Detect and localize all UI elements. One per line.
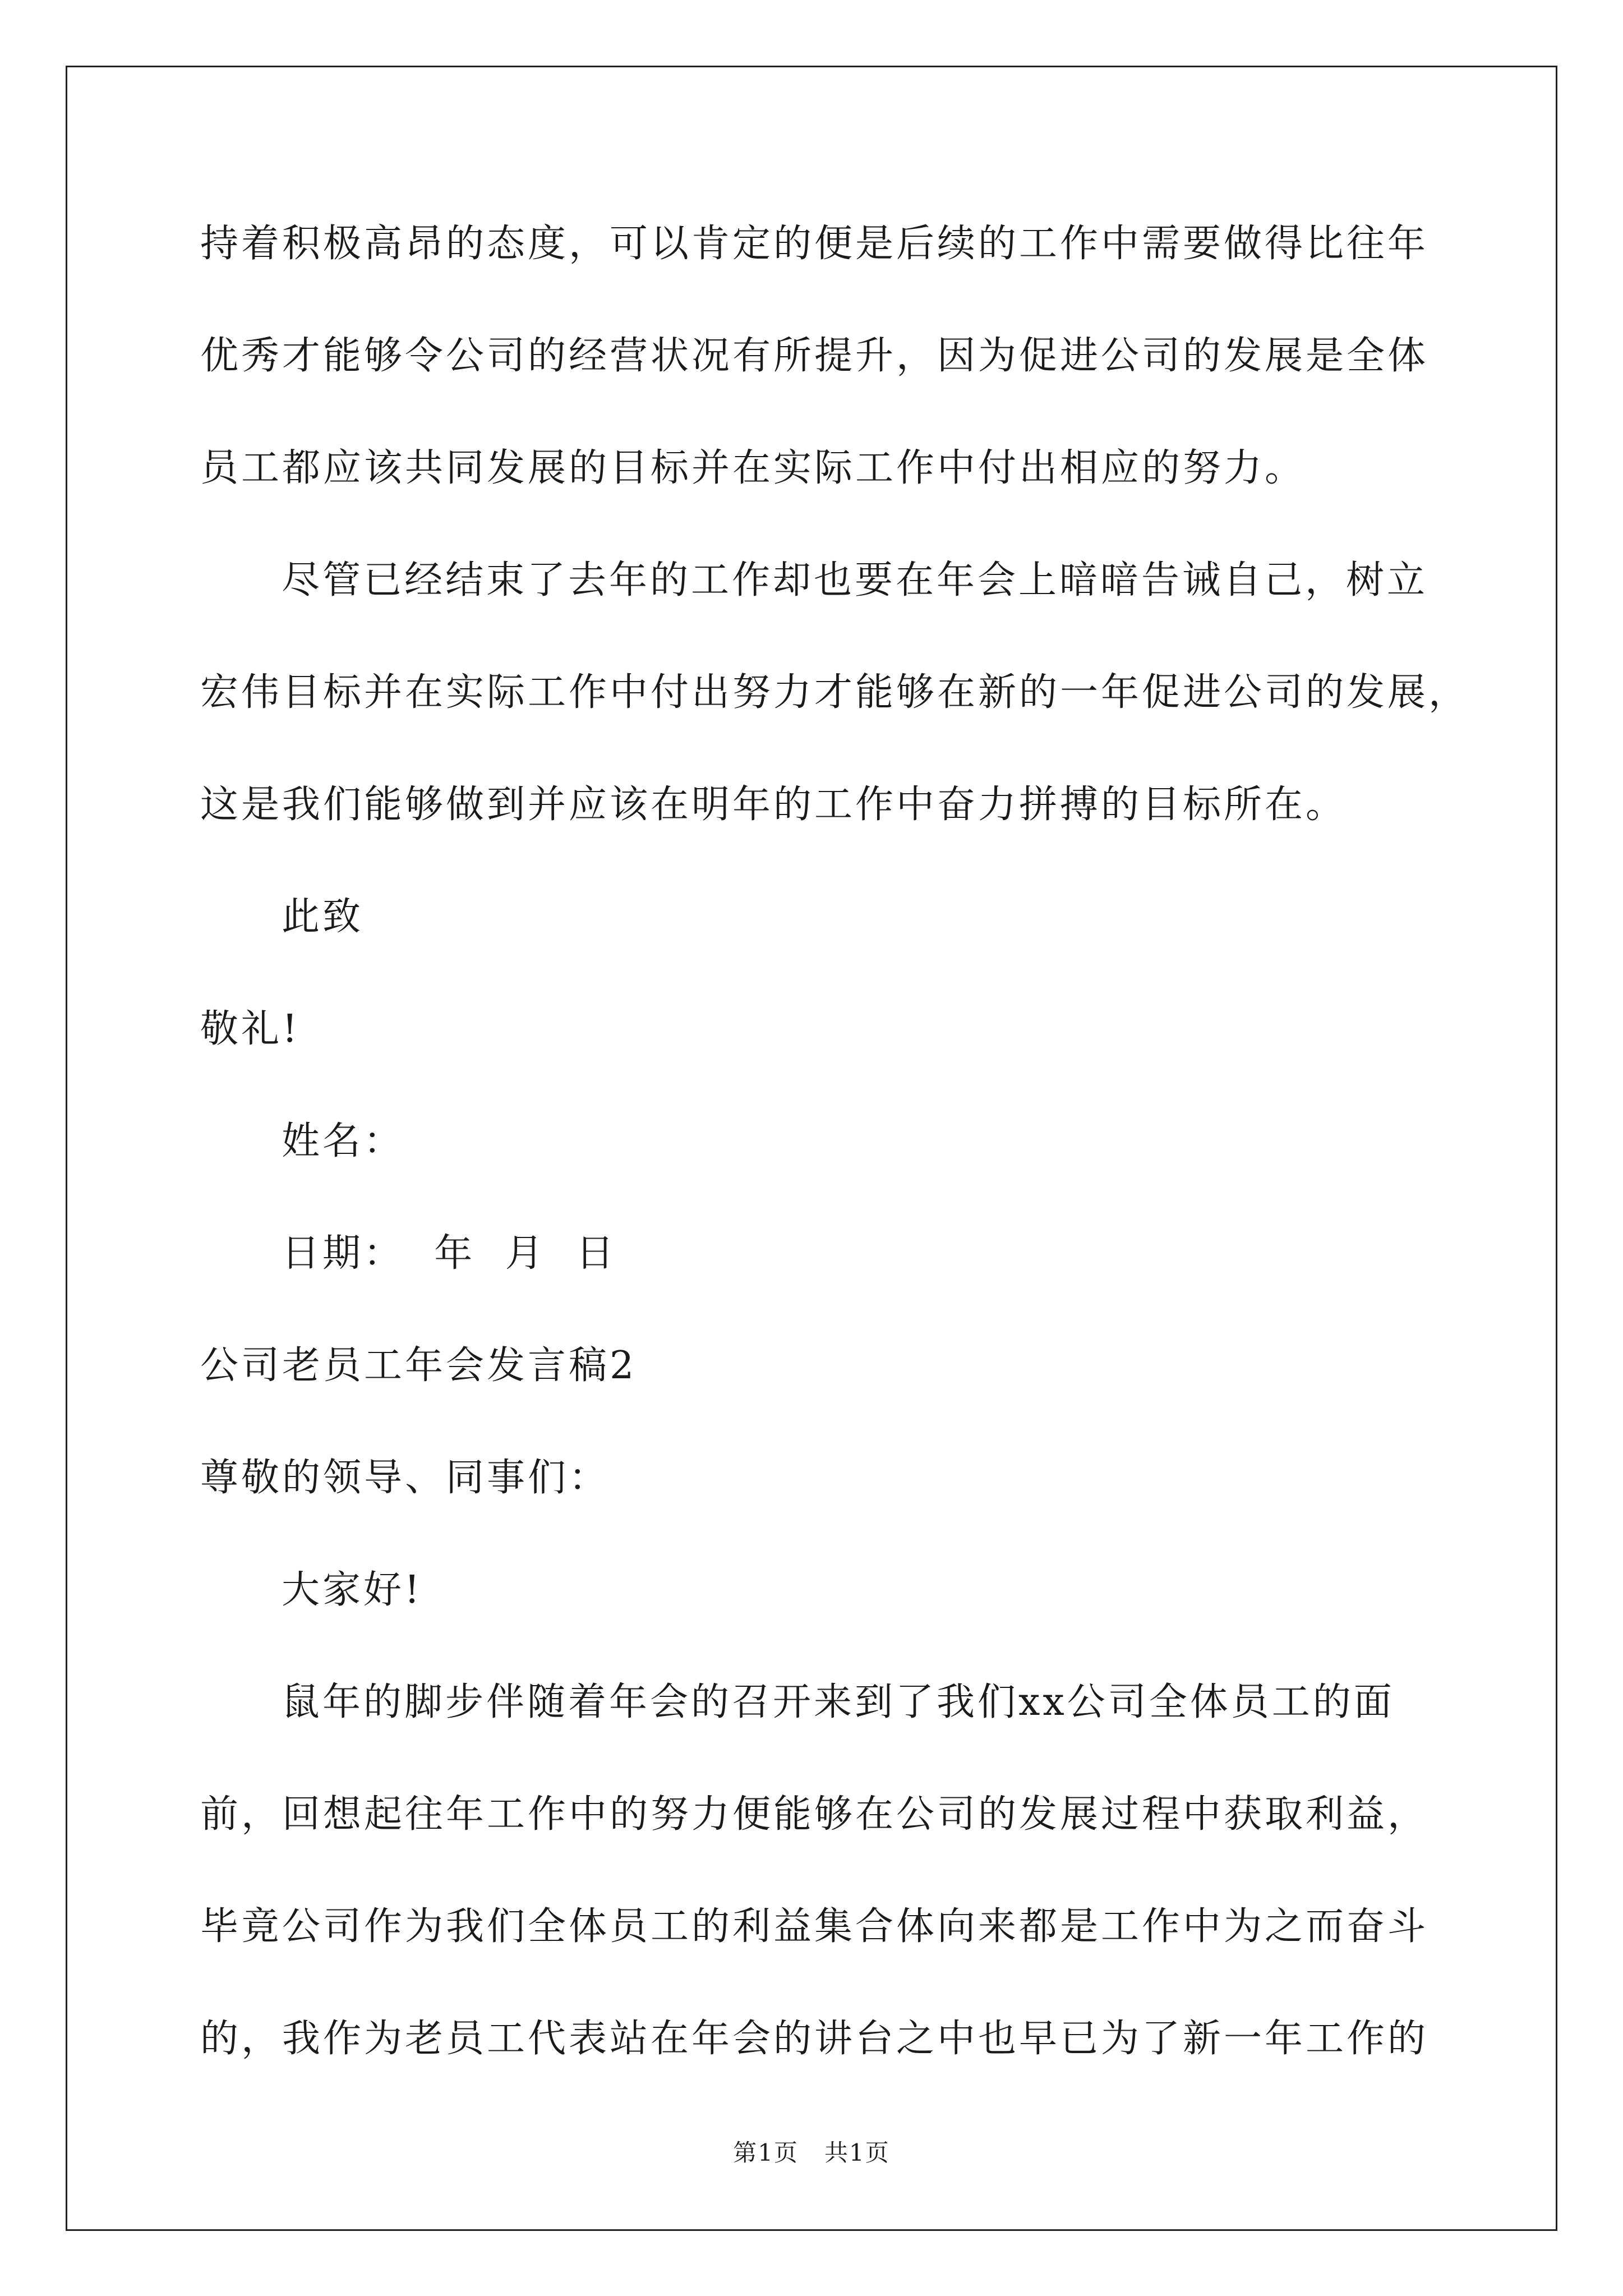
paragraph-line: 毕竟公司作为我们全体员工的利益集合体向来都是工作中为之而奋斗 <box>200 1904 1429 1949</box>
signature-name: 姓名： <box>282 1119 405 1163</box>
paragraph-line: 员工都应该共同发展的目标并在实际工作中付出相应的努力。 <box>200 446 1306 490</box>
section-title: 公司老员工年会发言稿2 <box>200 1343 637 1388</box>
greeting-hello: 大家好! <box>282 1568 423 1612</box>
closing-salutation: 此致 <box>282 895 364 939</box>
paragraph-line: 这是我们能够做到并应该在明年的工作中奋力拼搏的目标所在。 <box>200 783 1347 827</box>
paragraph-line: 宏伟目标并在实际工作中付出努力才能够在新的一年促进公司的发展， <box>200 670 1470 715</box>
paragraph-line: 持着积极高昂的态度，可以肯定的便是后续的工作中需要做得比往年 <box>200 222 1429 266</box>
paragraph-line: 尽管已经结束了去年的工作却也要在年会上暗暗告诫自己，树立 <box>282 558 1428 602</box>
greeting-line: 尊敬的领导、同事们： <box>200 1456 610 1500</box>
closing-regards: 敬礼! <box>200 1007 301 1051</box>
document-body <box>200 216 1470 2123</box>
paragraph-line: 优秀才能够令公司的经营状况有所提升，因为促进公司的发展是全体 <box>200 334 1429 378</box>
paragraph-line: 前，回想起往年工作中的努力便能够在公司的发展过程中获取利益， <box>200 1792 1429 1837</box>
paragraph-line: 鼠年的脚步伴随着年会的召开来到了我们xx公司全体员工的面 <box>282 1680 1395 1724</box>
page-footer: 第1页 共1页 <box>733 2139 890 2166</box>
signature-date: 日期： 年 月 日 <box>282 1231 617 1276</box>
paragraph-line: 的，我作为老员工代表站在年会的讲台之中也早已为了新一年工作的 <box>200 2017 1429 2061</box>
